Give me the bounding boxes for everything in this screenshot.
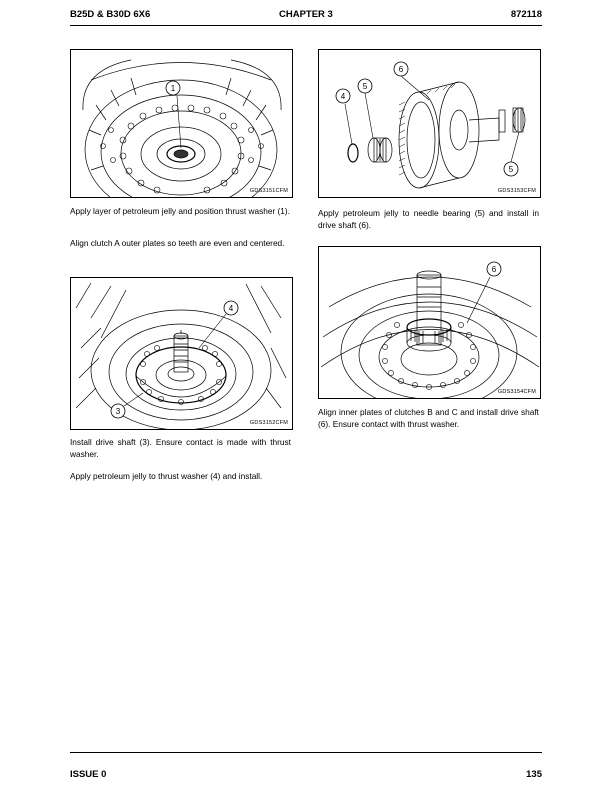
- footer-issue: ISSUE 0: [70, 769, 107, 780]
- footer-rule: [70, 752, 542, 753]
- figure-needle-bearing-drawing: [319, 50, 540, 197]
- instruction-install-drive-shaft: Install drive shaft (3). Ensure contact is made with thrust washer.: [70, 437, 291, 459]
- footer-page-number: 135: [526, 769, 542, 780]
- svg-text:5: 5: [508, 165, 514, 174]
- callout-4: [224, 301, 238, 315]
- callout-5-bearing-right: [504, 162, 518, 176]
- callout-4-washer: [336, 89, 350, 103]
- instruction-needle-bearing: Apply petroleum jelly to needle bearing (5) and install in drive shaft (6).: [318, 208, 539, 230]
- instruction-thrust-washer-4: Apply petroleum jelly to thrust washer (4) and install.: [70, 471, 263, 481]
- figure-id-label: GDS3153CFM: [497, 188, 536, 194]
- svg-text:4: 4: [340, 92, 346, 101]
- svg-text:5: 5: [362, 82, 368, 91]
- figure-thrust-washer: [70, 49, 293, 198]
- figure-needle-bearing: [318, 49, 541, 198]
- figure-id-label: GDS3152CFM: [249, 420, 288, 426]
- header-doc-number: 872118: [510, 9, 542, 20]
- header-model: B25D & B30D 6X6: [70, 9, 151, 20]
- figure-inner-plates: [318, 246, 541, 399]
- figure-drive-shaft-install: [70, 277, 293, 430]
- svg-text:4: 4: [228, 304, 234, 313]
- svg-text:6: 6: [398, 65, 404, 74]
- callout-3: [111, 404, 125, 418]
- callout-5-bearing: [358, 79, 372, 93]
- svg-text:1: 1: [170, 84, 176, 93]
- callout-6: [394, 62, 408, 76]
- figure-thrust-washer-drawing: [71, 50, 292, 197]
- callout-6-shaft: [487, 262, 501, 276]
- instruction-thrust-washer: Apply layer of petroleum jelly and position thrust washer (1).: [70, 206, 290, 216]
- instruction-inner-plates: Align inner plates of clutches B and C and install drive shaft (6). Ensure contact with thrust washer.: [318, 407, 539, 429]
- figure-id-label: GDS3151CFM: [249, 188, 288, 194]
- callout-1: [166, 81, 180, 95]
- instruction-clutch-a-plates: Align clutch A outer plates so teeth are even and centered.: [70, 238, 285, 248]
- figure-drive-shaft-install-drawing: [71, 278, 292, 429]
- header-chapter: CHAPTER 3: [279, 9, 333, 20]
- figure-inner-plates-drawing: [319, 247, 540, 398]
- svg-text:3: 3: [115, 407, 121, 416]
- svg-text:6: 6: [491, 265, 497, 274]
- header-rule: [70, 25, 542, 26]
- figure-id-label: GDS3154CFM: [497, 389, 536, 395]
